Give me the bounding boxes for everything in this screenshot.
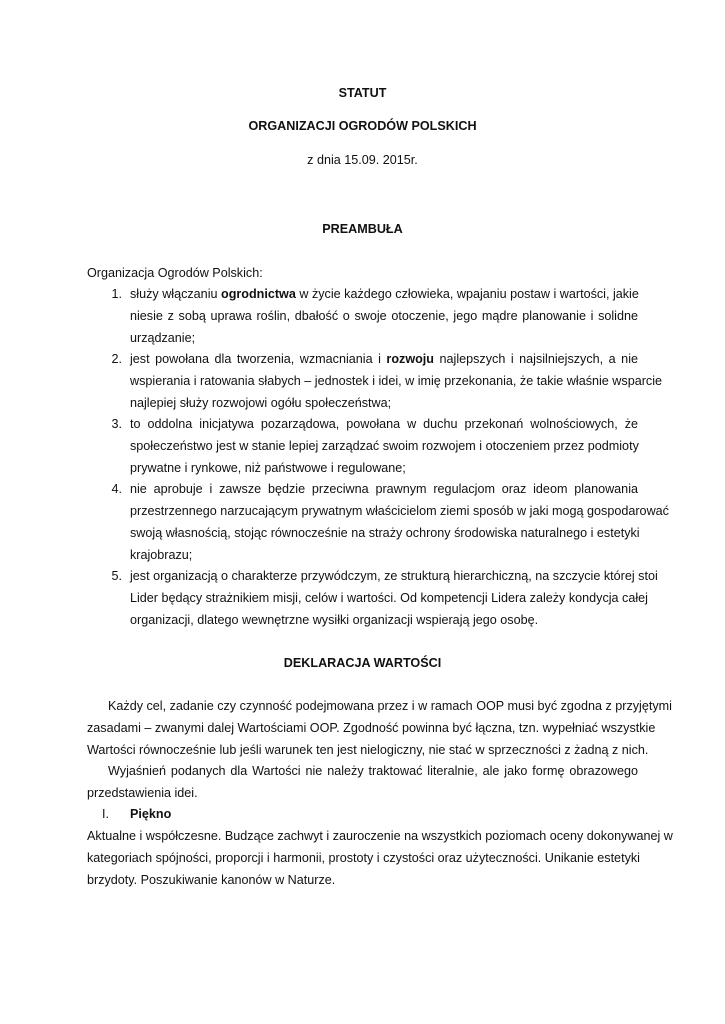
list-item-line: organizacji, dlatego wewnętrzne wysiłki organizacji wspierają jego osobę. — [130, 613, 539, 627]
paragraph-line: Aktualne i współczesne. Budzące zachwyt i zauroczenie na wszystkich poziomach oceny dokonywanej w — [87, 829, 673, 843]
list-item-number: 3. — [111, 417, 122, 431]
paragraph-line: Wartości równocześnie lub jeśli warunek ten jest nielogiczny, nie stać w sprzeczności z żadną z nich. — [87, 743, 649, 757]
list-item-line: Lider będący strażnikiem misji, celów i wartości. Od kompetencji Lidera zależy kondycja całej — [130, 591, 648, 605]
paragraph-line: kategoriach spójności, proporcji i harmonii, prostoty i czystości oraz użyteczności. Unikanie estetyki — [87, 851, 640, 865]
list-item-number: 1. — [111, 287, 122, 301]
paragraph-line: Wyjaśnień podanych dla Wartości nie należy traktować literalnie, ale jako formę obrazowego — [108, 764, 638, 778]
document-date: z dnia 15.09. 2015r. — [307, 153, 418, 167]
list-item-line: to oddolna inicjatywa pozarządowa, powołana w duchu przekonań wolnościowych, że — [130, 417, 638, 431]
declaration-heading: DEKLARACJA WARTOŚCI — [283, 656, 442, 670]
paragraph-line: brzydoty. Poszukiwanie kanonów w Naturze. — [87, 873, 336, 887]
paragraph-line: zasadami – zwanymi dalej Wartościami OOP. Zgodność powinna być łączna, tzn. wypełniać wszystkie — [87, 721, 656, 735]
list-item-line: wspierania i ratowania słabych – jednostek i idei, w imię przekonania, że takie właśnie wsparcie — [130, 374, 662, 388]
preamble-heading: PREAMBUŁA — [322, 222, 403, 236]
list-item-line: jest powołana dla tworzenia, wzmacniania i rozwoju najlepszych i najsilniejszych, a nie — [130, 352, 638, 366]
list-item-number: 5. — [111, 569, 122, 583]
list-item-number: 2. — [111, 352, 122, 366]
list-item-number: 4. — [111, 482, 122, 496]
preamble-intro: Organizacja Ogrodów Polskich: — [87, 266, 263, 280]
list-item-line: niesie z sobą uprawa roślin, dbałość o swoje otoczenie, jego mądre planowanie i solidne — [130, 309, 638, 323]
list-item-line: prywatne i rynkowe, niż państwowe i regulowane; — [130, 461, 406, 475]
list-item-line: urządzanie; — [130, 331, 196, 345]
document-title: STATUT — [338, 86, 387, 100]
list-item-line: najlepiej służy rozwojowi ogółu społeczeństwa; — [130, 396, 392, 410]
list-item-line: przestrzennego narzucającym prywatnym właścicielom ziemi sposób w jaki mogą gospodarować — [130, 504, 669, 518]
paragraph-line: Każdy cel, zadanie czy czynność podejmowana przez i w ramach OOP musi być zgodna z przyjętymi — [108, 699, 672, 713]
list-item-line: służy włączaniu ogrodnictwa w życie każdego człowieka, wpajaniu postaw i wartości, jakie — [130, 287, 639, 301]
list-item-line: jest organizacją o charakterze przywódczym, ze strukturą hierarchiczną, na szczycie której stoi — [130, 569, 658, 583]
list-item-line: społeczeństwo jest w stanie lepiej zarządzać swoim rozwojem i otoczeniem przez podmioty — [130, 439, 639, 453]
paragraph-line: przedstawienia idei. — [87, 786, 198, 800]
document-subtitle: ORGANIZACJI OGRODÓW POLSKICH — [248, 119, 477, 133]
list-item-line: krajobrazu; — [130, 548, 193, 562]
list-item-line: swoją własnością, stojąc równocześnie na straży ochrony środowiska naturalnego i estetyki — [130, 526, 640, 540]
section-title: Piękno — [130, 807, 172, 821]
section-number: I. — [102, 807, 109, 821]
list-item-line: nie aprobuje i zawsze będzie przeciwna prawnym regulacjom oraz ideom planowania — [130, 482, 638, 496]
